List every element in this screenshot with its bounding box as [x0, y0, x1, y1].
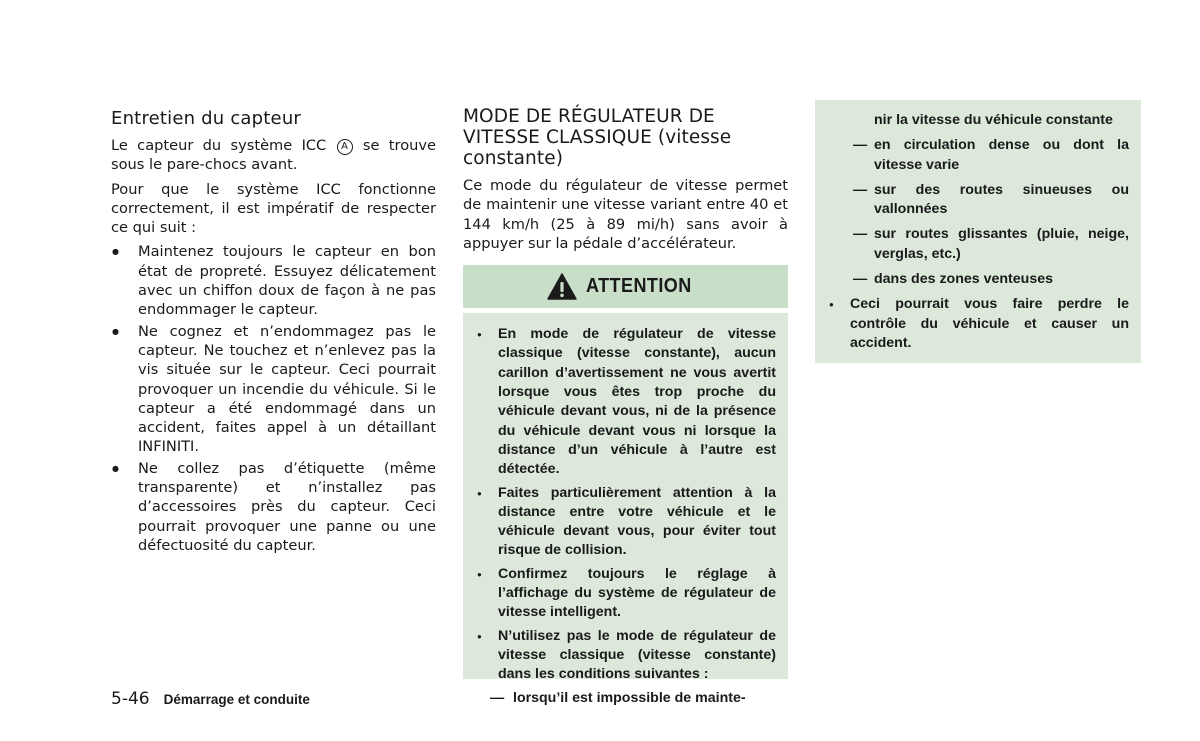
sensor-location-paragraph [111, 136, 436, 175]
warning-list-continued [827, 295, 1129, 353]
list-item: ● Maintenez toujours le capteur en bon état de propreté. Essuyez délicatement avec un chiffon doux de façon à ne pas endommager le capteur. [111, 242, 436, 319]
dash-item: — sur des routes sinueuses ou vallonnées [853, 181, 1129, 218]
sensor-care-list [111, 242, 436, 555]
section-heading-sensor: Entretien du capteur [111, 108, 302, 129]
list-item: ● Ceci pourrait vous faire perdre le contrôle du véhicule et causer un accident. [827, 295, 1129, 353]
right-column [815, 100, 1141, 363]
list-item: ● Confirmez toujours le réglage à l’affichage du système de régulateur de vitesse intelligent. [475, 565, 776, 623]
middle-column [463, 106, 788, 706]
warning-triangle-icon [547, 273, 577, 301]
list-item: ● Ne cognez et n’endommagez pas le capteur. Ne touchez et n’enlevez pas la vis située sur le capteur. Ceci pourrait provoquer un incendie du véhicule. Si le capteur a été endommagé dans un accident, faites appel à un détaillant INFINITI. [111, 322, 436, 457]
list-item: ● Ne collez pas d’étiquette (même transparente) et n’installez pas d’accessoires près du capteur. Ceci pourrait provoquer une panne ou une défectuosité du capteur. [111, 459, 436, 555]
warning-list [475, 325, 776, 684]
list-item: ● N’utilisez pas le mode de régulateur de vitesse classique (vitesse constante) dans les conditions suivantes : [475, 627, 776, 685]
requirements-paragraph: Pour que le système ICC fonctionne correctement, il est impératif de respecter ce qui suit : [111, 180, 436, 237]
section-heading-mode: MODE DE RÉGULATEUR DE VITESSE CLASSIQUE (vitesse constante) [463, 106, 732, 169]
dash-item: — lorsqu’il est impossible de mainte- [490, 689, 746, 706]
warning-continuation [815, 100, 1141, 363]
callout-marker: A [337, 139, 353, 155]
page-number: 5-46 [111, 689, 150, 709]
dash-item: — dans des zones venteuses [853, 271, 1053, 288]
section-label: Démarrage et conduite [163, 692, 310, 707]
dash-item: — sur routes glissantes (pluie, neige, verglas, etc.) [853, 226, 1129, 262]
p1-text-after: se trouve sous le pare-chocs avant. [111, 137, 437, 174]
warning-body [463, 313, 788, 706]
warning-header [463, 265, 788, 308]
p1-text-before: Le capteur du système ICC [111, 137, 327, 154]
page-footer [111, 689, 310, 709]
continued-text: nir la vitesse du véhicule constante [874, 112, 1113, 128]
list-item: ● Faites particulièrement attention à la distance entre votre véhicule et le véhicule devant vous, pour éviter tout risque de collision. [475, 484, 776, 561]
list-item: ● En mode de régulateur de vitesse classique (vitesse constante), aucun carillon d’avertissement ne vous avertit lorsque vous êtes trop proche du véhicule devant vous, ni de la présence du véhicule devant vous ni lorsque la distance d’un véhicule à l’autre est détectée. [475, 325, 776, 479]
warning-title: ATTENTION [586, 275, 692, 298]
mode-description: Ce mode du régulateur de vitesse permet de maintenir une vitesse variant entre 40 et 144 km/h (25 à 89 mi/h) sans avoir à appuyer sur la pédale d’accélérateur. [463, 177, 788, 252]
left-column [111, 108, 436, 557]
dash-item: — en circulation dense ou dont la vitesse varie [853, 137, 1129, 173]
